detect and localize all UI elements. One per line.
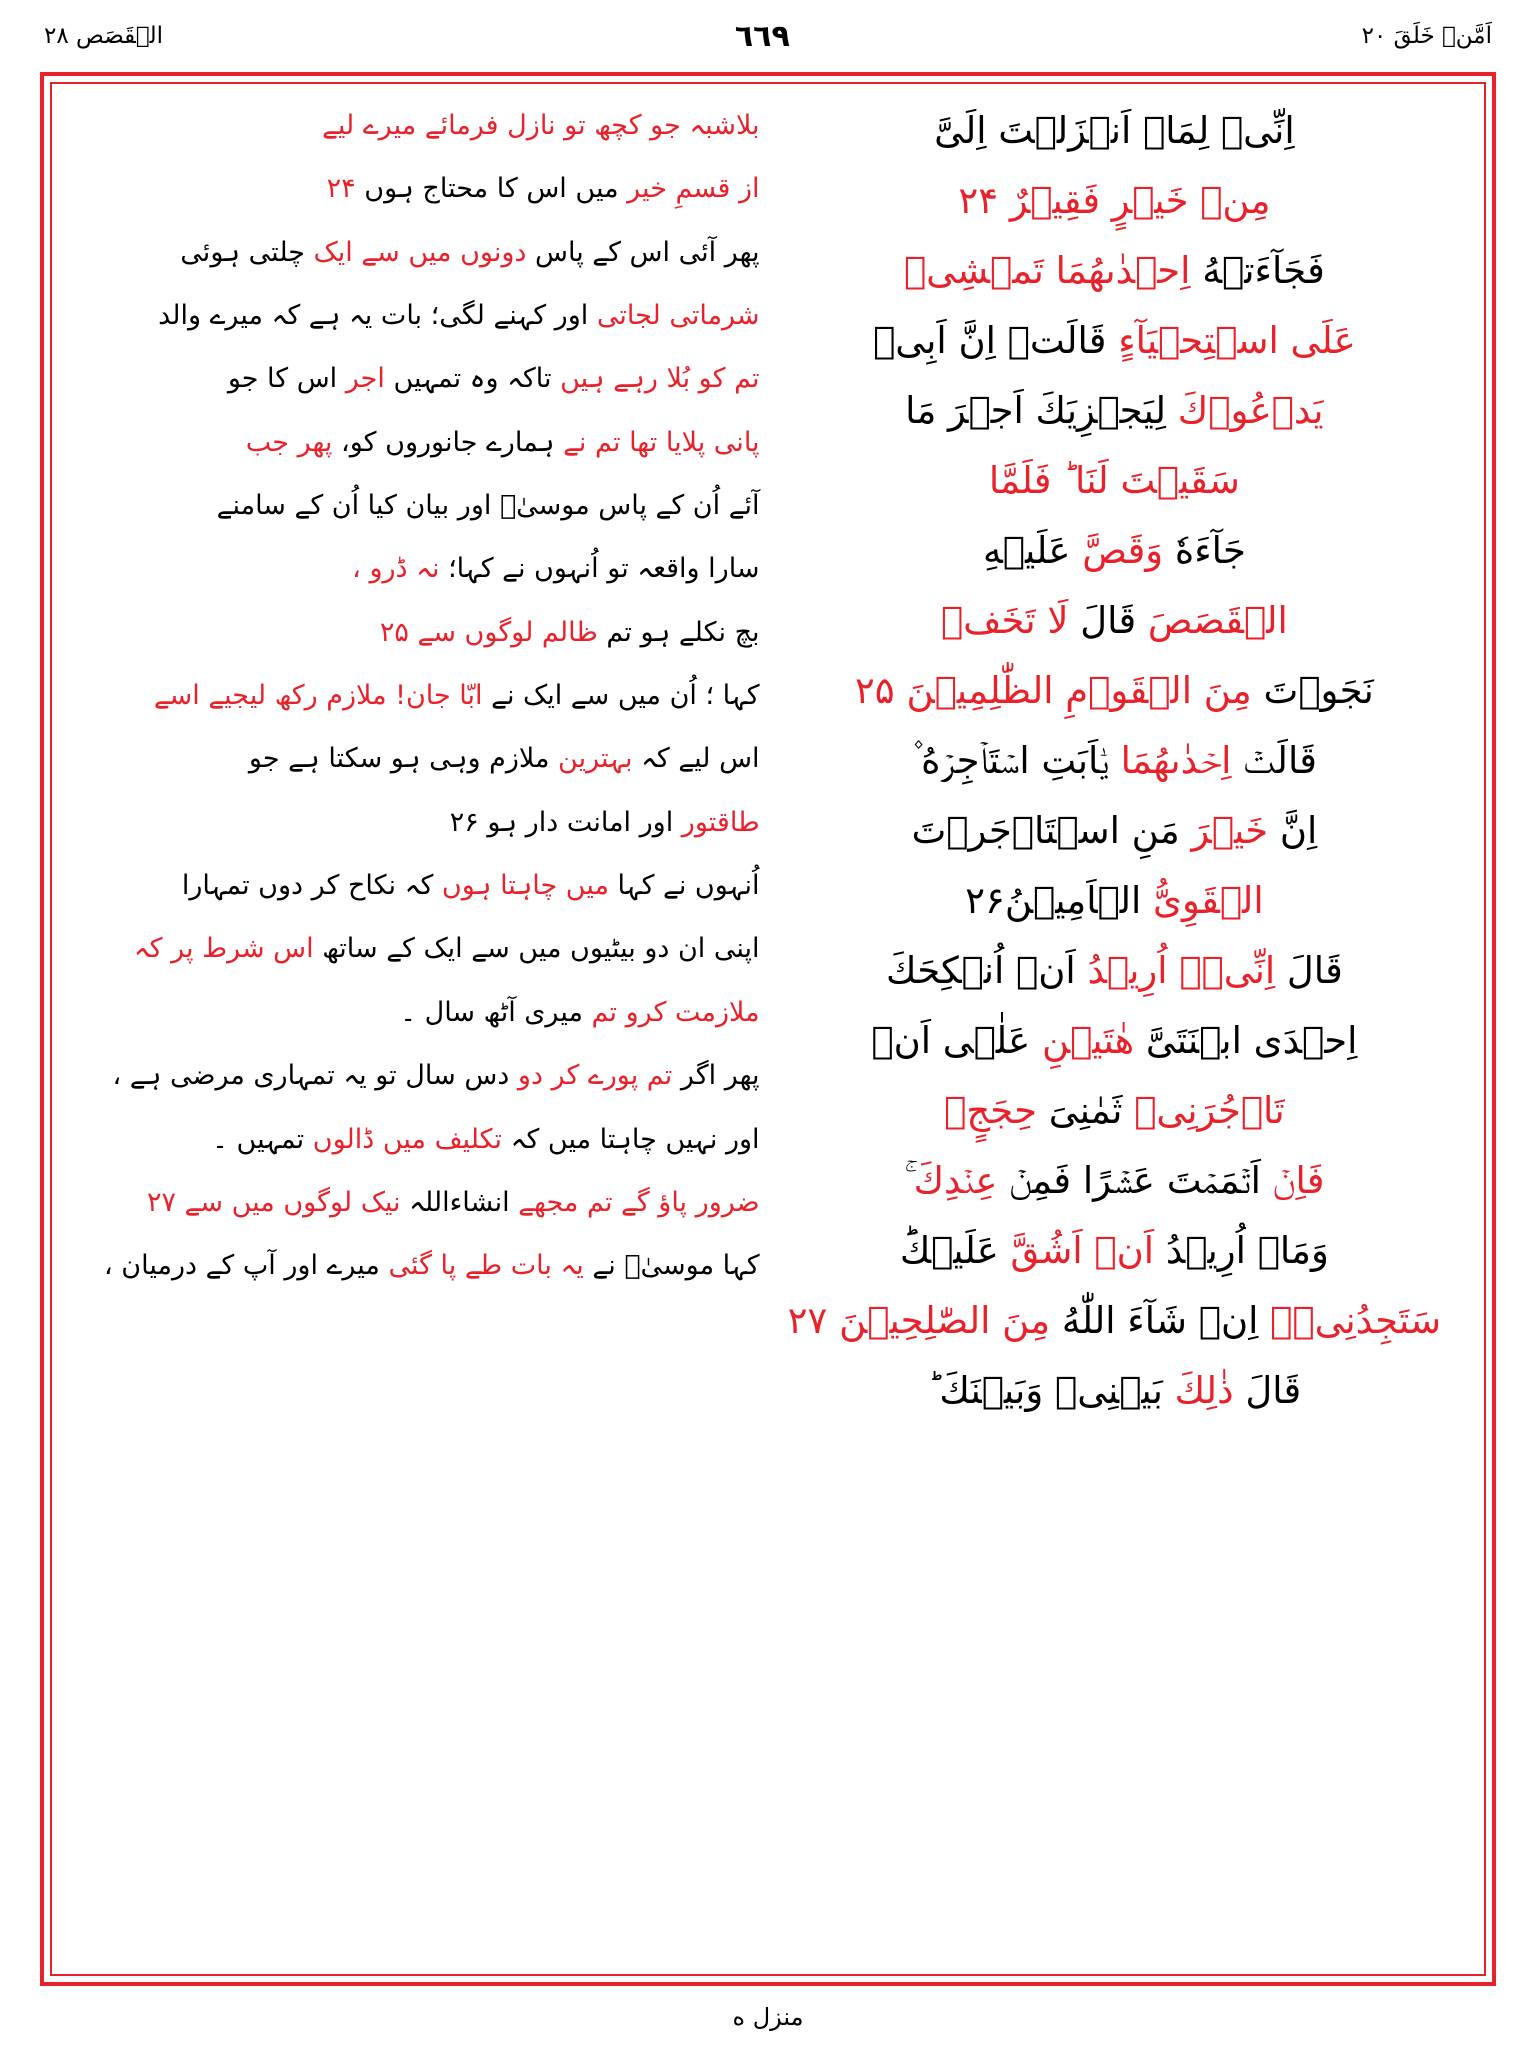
arabic-text-line bbox=[788, 739, 1442, 782]
arabic-text-segment: سَتَجِدُنِیۡۤ bbox=[1270, 1299, 1442, 1342]
arabic-text-segment: عَلَیۡكَ bbox=[899, 1229, 1011, 1272]
urdu-text-line bbox=[104, 1252, 760, 1280]
urdu-text-segment: ظالم لوگوں سے bbox=[417, 616, 598, 648]
urdu-text-segment: اپنی ان دو بیٹیوں میں سے ایک کے ساتھ bbox=[313, 933, 760, 965]
urdu-text-line bbox=[104, 365, 760, 393]
arabic-text-segment: الۡقَصَصَ bbox=[1147, 599, 1288, 642]
page-number: ٦٦٩ bbox=[734, 18, 790, 54]
urdu-text-segment: اس لیے کہ bbox=[632, 743, 760, 775]
urdu-text-segment: ہمارے جانوروں کو، bbox=[332, 426, 564, 458]
urdu-text-line bbox=[104, 745, 760, 773]
arabic-text-segment: اِنِّیۡ لِمَاۤ اَنۡزَلۡتَ اِلَیَّ bbox=[934, 109, 1295, 152]
arabic-text-line bbox=[788, 529, 1442, 572]
urdu-text-segment: پھر جب bbox=[245, 426, 333, 458]
urdu-text-segment: ۲۴ bbox=[326, 173, 365, 205]
urdu-text-segment: سارا واقعہ تو اُنہوں نے کہا؛ bbox=[439, 553, 760, 585]
urdu-text-segment: میں اس کا محتاج ہوں bbox=[364, 173, 619, 205]
urdu-text-segment: اُنہوں نے کہا bbox=[608, 870, 760, 902]
urdu-text-segment: بہترین bbox=[558, 743, 633, 775]
urdu-text-segment: دونوں میں سے ایک bbox=[313, 236, 527, 268]
arabic-text-segment: حِجَجٍ bbox=[944, 1089, 1049, 1132]
arabic-text-segment: قَالَ bbox=[1286, 949, 1343, 992]
urdu-text-segment: ۲۵ bbox=[379, 616, 418, 648]
urdu-text-line bbox=[104, 682, 760, 710]
arabic-text-line bbox=[788, 249, 1442, 292]
arabic-text-segment: ۲۵ bbox=[854, 669, 907, 712]
urdu-text-line bbox=[104, 555, 760, 583]
urdu-text-segment: پھر اگر bbox=[672, 1060, 760, 1092]
arabic-text-segment: اِنۡ شَآءَ اللّٰهُ bbox=[1061, 1299, 1271, 1342]
urdu-text-segment: میرے اور آپ کے درمیان ، bbox=[104, 1250, 389, 1282]
arabic-text-segment: بَیۡنِیۡ وَبَیۡنَكَ bbox=[939, 1369, 1175, 1412]
urdu-text-segment: تم پورے کر دو bbox=[517, 1060, 673, 1092]
arabic-text-segment: لِیَجۡزِیَكَ اَجۡرَ مَا bbox=[905, 389, 1178, 432]
arabic-text-line bbox=[788, 669, 1442, 712]
arabic-text-segment: ۲۴ bbox=[958, 179, 1010, 222]
arabic-text-line bbox=[788, 389, 1442, 432]
manzil-label: منزل ه bbox=[732, 2003, 804, 2031]
arabic-text-segment: فَاِنۡ bbox=[1272, 1159, 1325, 1202]
arabic-text-segment: اَتۡمَمۡتَ عَشۡرًا فَمِنۡ bbox=[1009, 1159, 1273, 1202]
urdu-text-line bbox=[104, 426, 760, 458]
arabic-text-line bbox=[788, 1369, 1442, 1412]
arabic-text-segment: سَقَیۡتَ لَنَا ؕ فَلَمَّا bbox=[988, 459, 1240, 502]
arabic-text-segment: قَالَ bbox=[1245, 1369, 1302, 1412]
urdu-text-segment: ملازم وہی ہو سکتا ہے جو bbox=[248, 743, 559, 775]
arabic-text-line bbox=[788, 949, 1442, 992]
arabic-text-segment: عِنۡدِكَ bbox=[913, 1159, 1010, 1202]
urdu-text-segment: چلتی ہوئی bbox=[180, 236, 314, 268]
urdu-text-segment: اور کہنے لگی؛ بات یہ ہے کہ میرے والد bbox=[158, 300, 597, 332]
arabic-text-line bbox=[787, 1299, 1442, 1342]
urdu-text-segment: تم کو بُلا رہے ہیں bbox=[560, 363, 760, 395]
arabic-text-segment: قَالَتۡ bbox=[1243, 739, 1317, 782]
urdu-text-segment: طاقتور bbox=[681, 806, 760, 838]
arabic-text-segment: اَنۡ اَشُقَّ bbox=[1010, 1229, 1166, 1272]
urdu-text-line bbox=[104, 1062, 760, 1090]
urdu-text-segment: ضرور پاؤ گے تم مجھے bbox=[518, 1186, 760, 1218]
arabic-text-segment: خَیۡرَ bbox=[1191, 809, 1280, 852]
page-border-inner bbox=[50, 82, 1486, 1976]
arabic-text-segment: عَلَی اسۡتِحۡیَآءٍ bbox=[1118, 319, 1356, 362]
arabic-text-segment: ؕ bbox=[927, 1369, 940, 1412]
arabic-text-segment: وَمَاۤ اُرِیۡدُ bbox=[1165, 1229, 1329, 1272]
arabic-text-line bbox=[788, 319, 1442, 362]
arabic-text-segment: اِحۡدٰىهُمَا bbox=[1120, 739, 1244, 782]
page-header bbox=[0, 0, 1536, 72]
arabic-text-segment: ذٰلِكَ bbox=[1174, 1369, 1246, 1412]
urdu-text-segment: شرماتی لجاتی bbox=[596, 300, 760, 332]
urdu-text-segment: یہ بات طے پا گئی bbox=[388, 1250, 584, 1282]
arabic-text-line bbox=[788, 1019, 1442, 1062]
arabic-text-segment: لَا تَخَفۡ bbox=[940, 599, 1081, 642]
urdu-text-line bbox=[104, 616, 760, 648]
arabic-text-segment: وَقَصَّ bbox=[1082, 529, 1175, 572]
arabic-text-segment: اَنۡ اُنۡكِحَكَ bbox=[886, 949, 1088, 992]
arabic-text-line bbox=[788, 1229, 1442, 1272]
arabic-text-line bbox=[788, 179, 1442, 222]
urdu-text-segment: میری آٹھ سال ۔ bbox=[400, 996, 592, 1028]
arabic-text-segment: اِنِّیۡۤ اُرِیۡدُ bbox=[1087, 949, 1287, 992]
arabic-text-line bbox=[788, 1089, 1442, 1132]
urdu-text-segment: دس سال تو یہ تمہاری مرضی ہے ، bbox=[112, 1060, 518, 1092]
urdu-text-segment: تمہیں ۔ bbox=[212, 1123, 313, 1155]
urdu-text-segment: ابّا جان! ملازم رکھ لیجیے اسے bbox=[153, 680, 483, 712]
urdu-text-segment: اس شرط پر کہ bbox=[133, 933, 314, 965]
urdu-text-line bbox=[104, 492, 760, 520]
arabic-text-segment: مِنۡ خَیۡرٍ فَقِیۡرٌ bbox=[1009, 179, 1271, 222]
urdu-text-segment: کہا ؛ اُن میں سے ایک نے bbox=[482, 680, 760, 712]
page-border-outer bbox=[40, 72, 1496, 1986]
arabic-text-segment: اِحۡدٰىهُمَا تَمۡشِیۡ bbox=[903, 249, 1203, 292]
urdu-text-line bbox=[104, 996, 760, 1028]
urdu-text-segment: نہ ڈرو ، bbox=[352, 553, 440, 585]
arabic-text-segment: الۡقَوِیُّ bbox=[1153, 879, 1264, 922]
arabic-text-segment: ۲۶ bbox=[965, 879, 1005, 922]
urdu-text-line bbox=[104, 935, 760, 963]
urdu-text-line bbox=[104, 112, 760, 140]
arabic-text-segment: اِنَّ bbox=[1279, 809, 1318, 852]
urdu-text-segment: از قسمِ خیر bbox=[618, 173, 760, 205]
page-footer bbox=[0, 1986, 1536, 2048]
urdu-text-line bbox=[104, 872, 760, 900]
urdu-text-line bbox=[104, 236, 760, 268]
arabic-text-segment: مِنَ الصّٰلِحِیۡنَ bbox=[839, 1299, 1062, 1342]
urdu-text-line bbox=[104, 302, 760, 330]
arabic-text-line bbox=[788, 1159, 1442, 1202]
arabic-text-segment: اِحۡدَی ابۡنَتَیَّ bbox=[1145, 1019, 1358, 1062]
urdu-text-segment: ۲۶ bbox=[449, 806, 488, 838]
urdu-text-segment: آئے اُن کے پاس موسیٰؑ اور بیان کیا اُن کے سامنے bbox=[216, 490, 760, 522]
arabic-text-segment: فَجَآءَتۡهُ bbox=[1202, 249, 1325, 292]
urdu-text-segment: ۲۷ bbox=[146, 1186, 185, 1218]
urdu-text-segment: تاکہ وہ تمہیں bbox=[384, 363, 561, 395]
urdu-text-segment: انشاءاللہ bbox=[400, 1186, 519, 1218]
arabic-text-segment: نَجَوۡتَ bbox=[1263, 669, 1374, 712]
urdu-text-segment: بچ نکلے ہو تم bbox=[597, 616, 760, 648]
arabic-text-line bbox=[788, 459, 1442, 502]
arabic-text-segment: عَلٰۤی اَنۡ bbox=[871, 1019, 1042, 1062]
arabic-text-line bbox=[788, 109, 1442, 152]
urdu-text-segment: میں چاہتا ہوں bbox=[441, 870, 609, 902]
urdu-text-segment: اس کا جو bbox=[227, 363, 346, 395]
urdu-text-segment: نیک لوگوں میں سے bbox=[184, 1186, 401, 1218]
arabic-text-segment: تَاۡجُرَنِیۡ bbox=[1134, 1089, 1285, 1132]
arabic-text-segment: مَنِ اسۡتَاۡجَرۡتَ bbox=[911, 809, 1192, 852]
arabic-text-segment: یَدۡعُوۡكَ bbox=[1177, 389, 1324, 432]
urdu-text-segment: بلاشبہ جو کچھ تو نازل فرمائے میرے لیے bbox=[322, 110, 760, 141]
urdu-translation-column bbox=[78, 112, 774, 1954]
arabic-text-line bbox=[788, 809, 1442, 852]
arabic-text-segment: قَالَتۡ اِنَّ اَبِیۡ bbox=[873, 319, 1119, 362]
arabic-text-column bbox=[774, 109, 1468, 1954]
arabic-text-segment: عَلَیۡهِ bbox=[982, 529, 1083, 572]
urdu-text-segment: ملازمت کرو تم bbox=[591, 996, 760, 1028]
urdu-text-line bbox=[104, 1123, 760, 1155]
juz-name-header: اَمَّنۡ خَلَقَ ۲۰ bbox=[1361, 22, 1492, 49]
urdu-text-segment: کہ نکاح کر دوں تمہارا bbox=[181, 870, 442, 902]
arabic-text-segment: ۲۷ bbox=[787, 1299, 840, 1342]
urdu-text-segment: اجر bbox=[345, 363, 385, 395]
arabic-text-segment: قَالَ bbox=[1080, 599, 1148, 642]
urdu-text-segment: پانی پلایا تھا تم نے bbox=[563, 426, 760, 458]
urdu-text-segment: اور نہیں چاہتا میں کہ bbox=[502, 1123, 760, 1155]
arabic-text-segment: ثَمٰنِیَ bbox=[1048, 1089, 1135, 1132]
arabic-text-segment: هٰتَیۡنِ bbox=[1041, 1019, 1146, 1062]
surah-name-header: الۡقَصَص ۲۸ bbox=[44, 22, 163, 49]
arabic-text-segment: جَآءَهٗ bbox=[1174, 529, 1246, 572]
urdu-text-line bbox=[104, 175, 760, 203]
urdu-text-segment: اور امانت دار ہو bbox=[487, 806, 682, 838]
arabic-text-segment: یٰۤاَبَتِ اسۡتَاۡجِرۡهُ ۫ bbox=[911, 739, 1121, 782]
arabic-text-line bbox=[788, 879, 1442, 922]
urdu-text-line bbox=[104, 806, 760, 838]
arabic-text-segment: ۚ bbox=[904, 1159, 914, 1202]
arabic-text-line bbox=[788, 599, 1442, 642]
urdu-text-segment: تکلیف میں ڈالوں bbox=[312, 1123, 503, 1155]
arabic-text-segment: مِنَ الۡقَوۡمِ الظّٰلِمِیۡنَ bbox=[906, 669, 1264, 712]
urdu-text-line bbox=[104, 1186, 760, 1218]
arabic-text-segment: الۡاَمِیۡنُ bbox=[1004, 879, 1154, 922]
urdu-text-segment: پھر آئی اس کے پاس bbox=[526, 236, 760, 268]
urdu-text-segment: کہا موسیٰؑ نے bbox=[583, 1250, 760, 1282]
